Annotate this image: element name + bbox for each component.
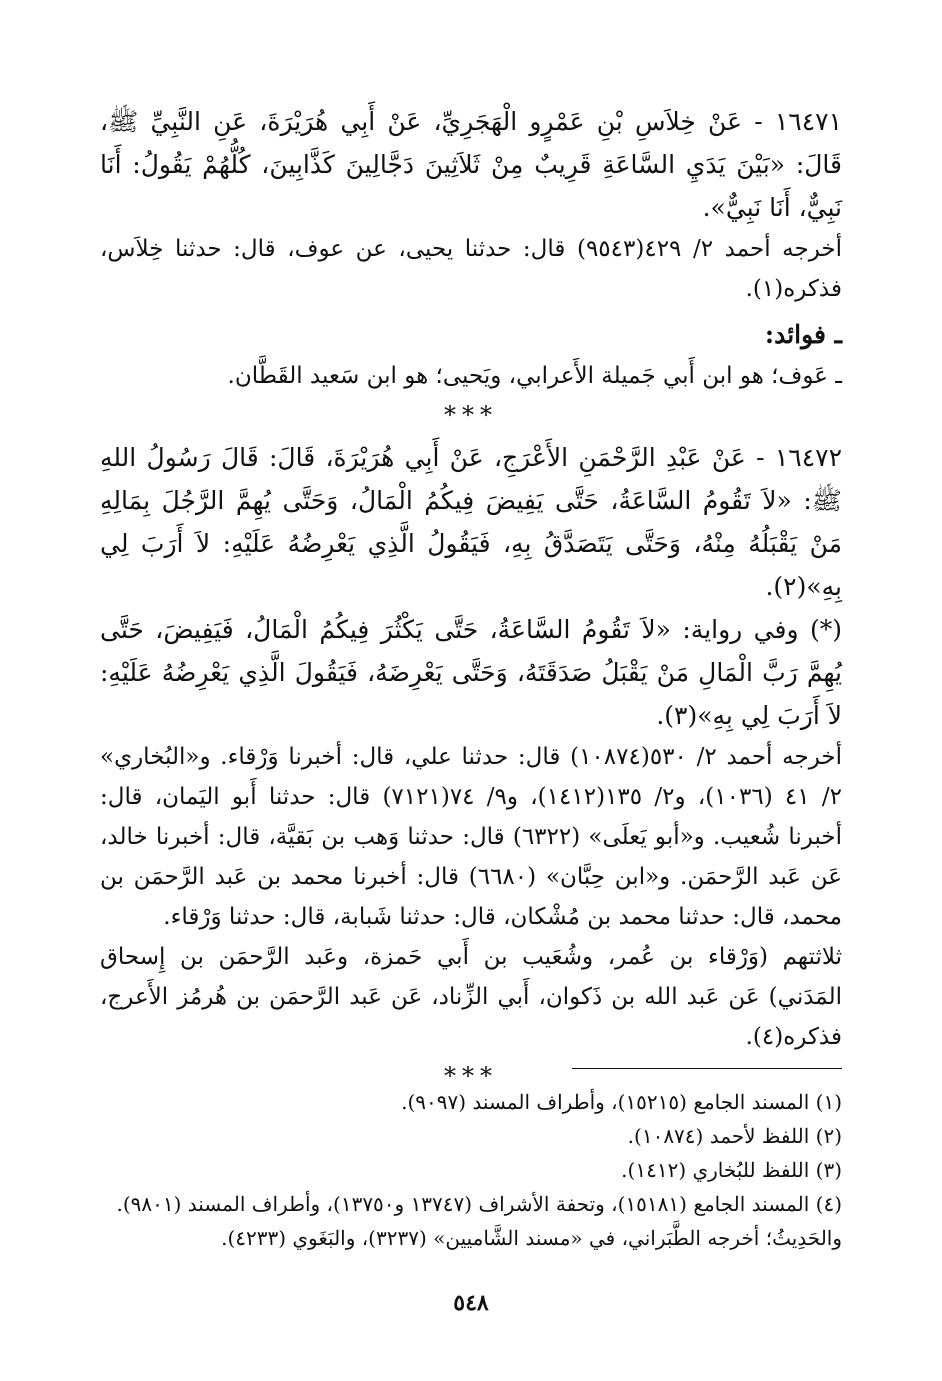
book-page [100, 100, 842, 1341]
footnote-2: (٢) اللفظ لأحمد (١٠٨٧٤). [627, 1124, 842, 1148]
isnad-16472: ثلاثتهم (وَرْقاء بن عُمر، وشُعَيب بن أَبي حَمزة، وعَبد الرَّحمَن بن إِسحاق المَدَني) عَن عَبد الله بن ذَكوان، أَبي الزِّناد، عَن عَبد الرَّحمَن بن هُرمُز الأَعرج، فذكره(٤). [100, 944, 842, 1050]
hadith-16472: ١٦٤٧٢ - عَنْ عَبْدِ الرَّحْمَنِ الأَعْرَجِ، عَنْ أَبِي هُرَيْرَةَ، قَالَ: قَالَ رَسُولُ اللهِ ﷺ: «لاَ تَقُومُ السَّاعَةُ، حَتَّى يَفِيضَ فِيكُمُ الْمَالُ، وَحَتَّى يُهِمَّ الرَّجُلَ بِمَالِهِ مَنْ يَقْبَلُهُ مِنْهُ، وَحَتَّى يَتَصَدَّقُ بِهِ، فَيَقُولُ الَّذِي يَعْرِضُهُ عَلَيْهِ: لاَ أَرَبَ لِي بِهِ»(٢). [100, 443, 842, 601]
footnote-4-continued: والحَدِيثُ؛ أخرجه الطَّبَراني، في «مسند الشَّاميين» (٣٢٣٧)، والبَغَوي (٤٢٣٣). [221, 1226, 842, 1250]
section-separator: *** [444, 401, 498, 429]
footnotes [100, 1085, 842, 1255]
fawaid-heading: ـ فوائد: [764, 320, 842, 349]
footnote-divider [572, 1068, 842, 1069]
footnote-4: (٤) المسند الجامع (١٥١٨١)، وتحفة الأشراف (١٣٧٤٧ و١٣٧٥٠)، وأطراف المسند (٩٨٠١). [116, 1192, 842, 1216]
section-separator: *** [444, 1062, 498, 1090]
takhrij-16471: أخرجه أحمد ٢/ ٤٢٩(٩٥٤٣) قال: حدثنا يحيى، عن عوف، قال: حدثنا خِلاَس، فذكره(١). [100, 236, 843, 302]
fawaid-item: ـ عَوف؛ هو ابن أَبي جَميلة الأَعرابي، ويَحيى؛ هو ابن سَعيد القَطَّان. [227, 363, 842, 389]
footnote-3: (٣) اللفظ للبُخاري (١٤١٢). [621, 1158, 842, 1182]
footnote-1: (١) المسند الجامع (١٥٢١٥)، وأطراف المسند (٩٠٩٧). [401, 1090, 842, 1114]
page-number: ٥٤٨ [453, 1290, 489, 1316]
takhrij-16472: أخرجه أحمد ٢/ ٥٣٠(١٠٨٧٤) قال: حدثنا علي، قال: أخبرنا وَرْقاء. و«البُخاري» ٢/ ٤١ (١٠٣٦)، و٢/ ١٣٥(١٤١٢)، و٩/ ٧٤(٧١٢١) قال: حدثنا أَبو اليَمان، قال: أخبرنا شُعيب. و«أبو يَعلَى» (٦٣٢٢) قال: حدثنا وَهب بن بَقيَّة، قال: أخبرنا خالد، عَن عَبد الرَّحمَن. و«ابن حِبَّان» (٦٦٨٠) قال: أخبرنا محمد بن عَبد الرَّحمَن بن محمد، قال: حدثنا محمد بن مُشْكان، قال: حدثنا شَبابة، قال: حدثنا وَرْقاء. [100, 744, 842, 930]
riwaya-16472: (*) وفي رواية: «لاَ تَقُومُ السَّاعَةُ، حَتَّى يَكْثُرَ فِيكُمُ الْمَالُ، فَيَفِيضَ، حَتَّى يُهِمَّ رَبَّ الْمَالِ مَنْ يَقْبَلُ صَدَقَتَهُ، وَحَتَّى يَعْرِضَهُ، فَيَقُولَ الَّذِي يَعْرِضُهُ عَلَيْهِ: لاَ أَرَبَ لِي بِهِ»(٣). [100, 615, 842, 730]
hadith-16471: ١٦٤٧١ - عَنْ خِلاَسِ بْنِ عَمْرٍو الْهَجَرِيِّ، عَنْ أَبِي هُرَيْرَةَ، عَنِ النَّبِيِّ ﷺ، قَالَ: «بَيْنَ يَدَيِ السَّاعَةِ قَرِيبٌ مِنْ ثَلاَثِينَ دَجَّالِينَ كَذَّابِينَ، كُلُّهُمْ يَقُولُ: أَنَا نَبِيٌّ، أَنَا نَبِيٌّ». [100, 107, 842, 222]
